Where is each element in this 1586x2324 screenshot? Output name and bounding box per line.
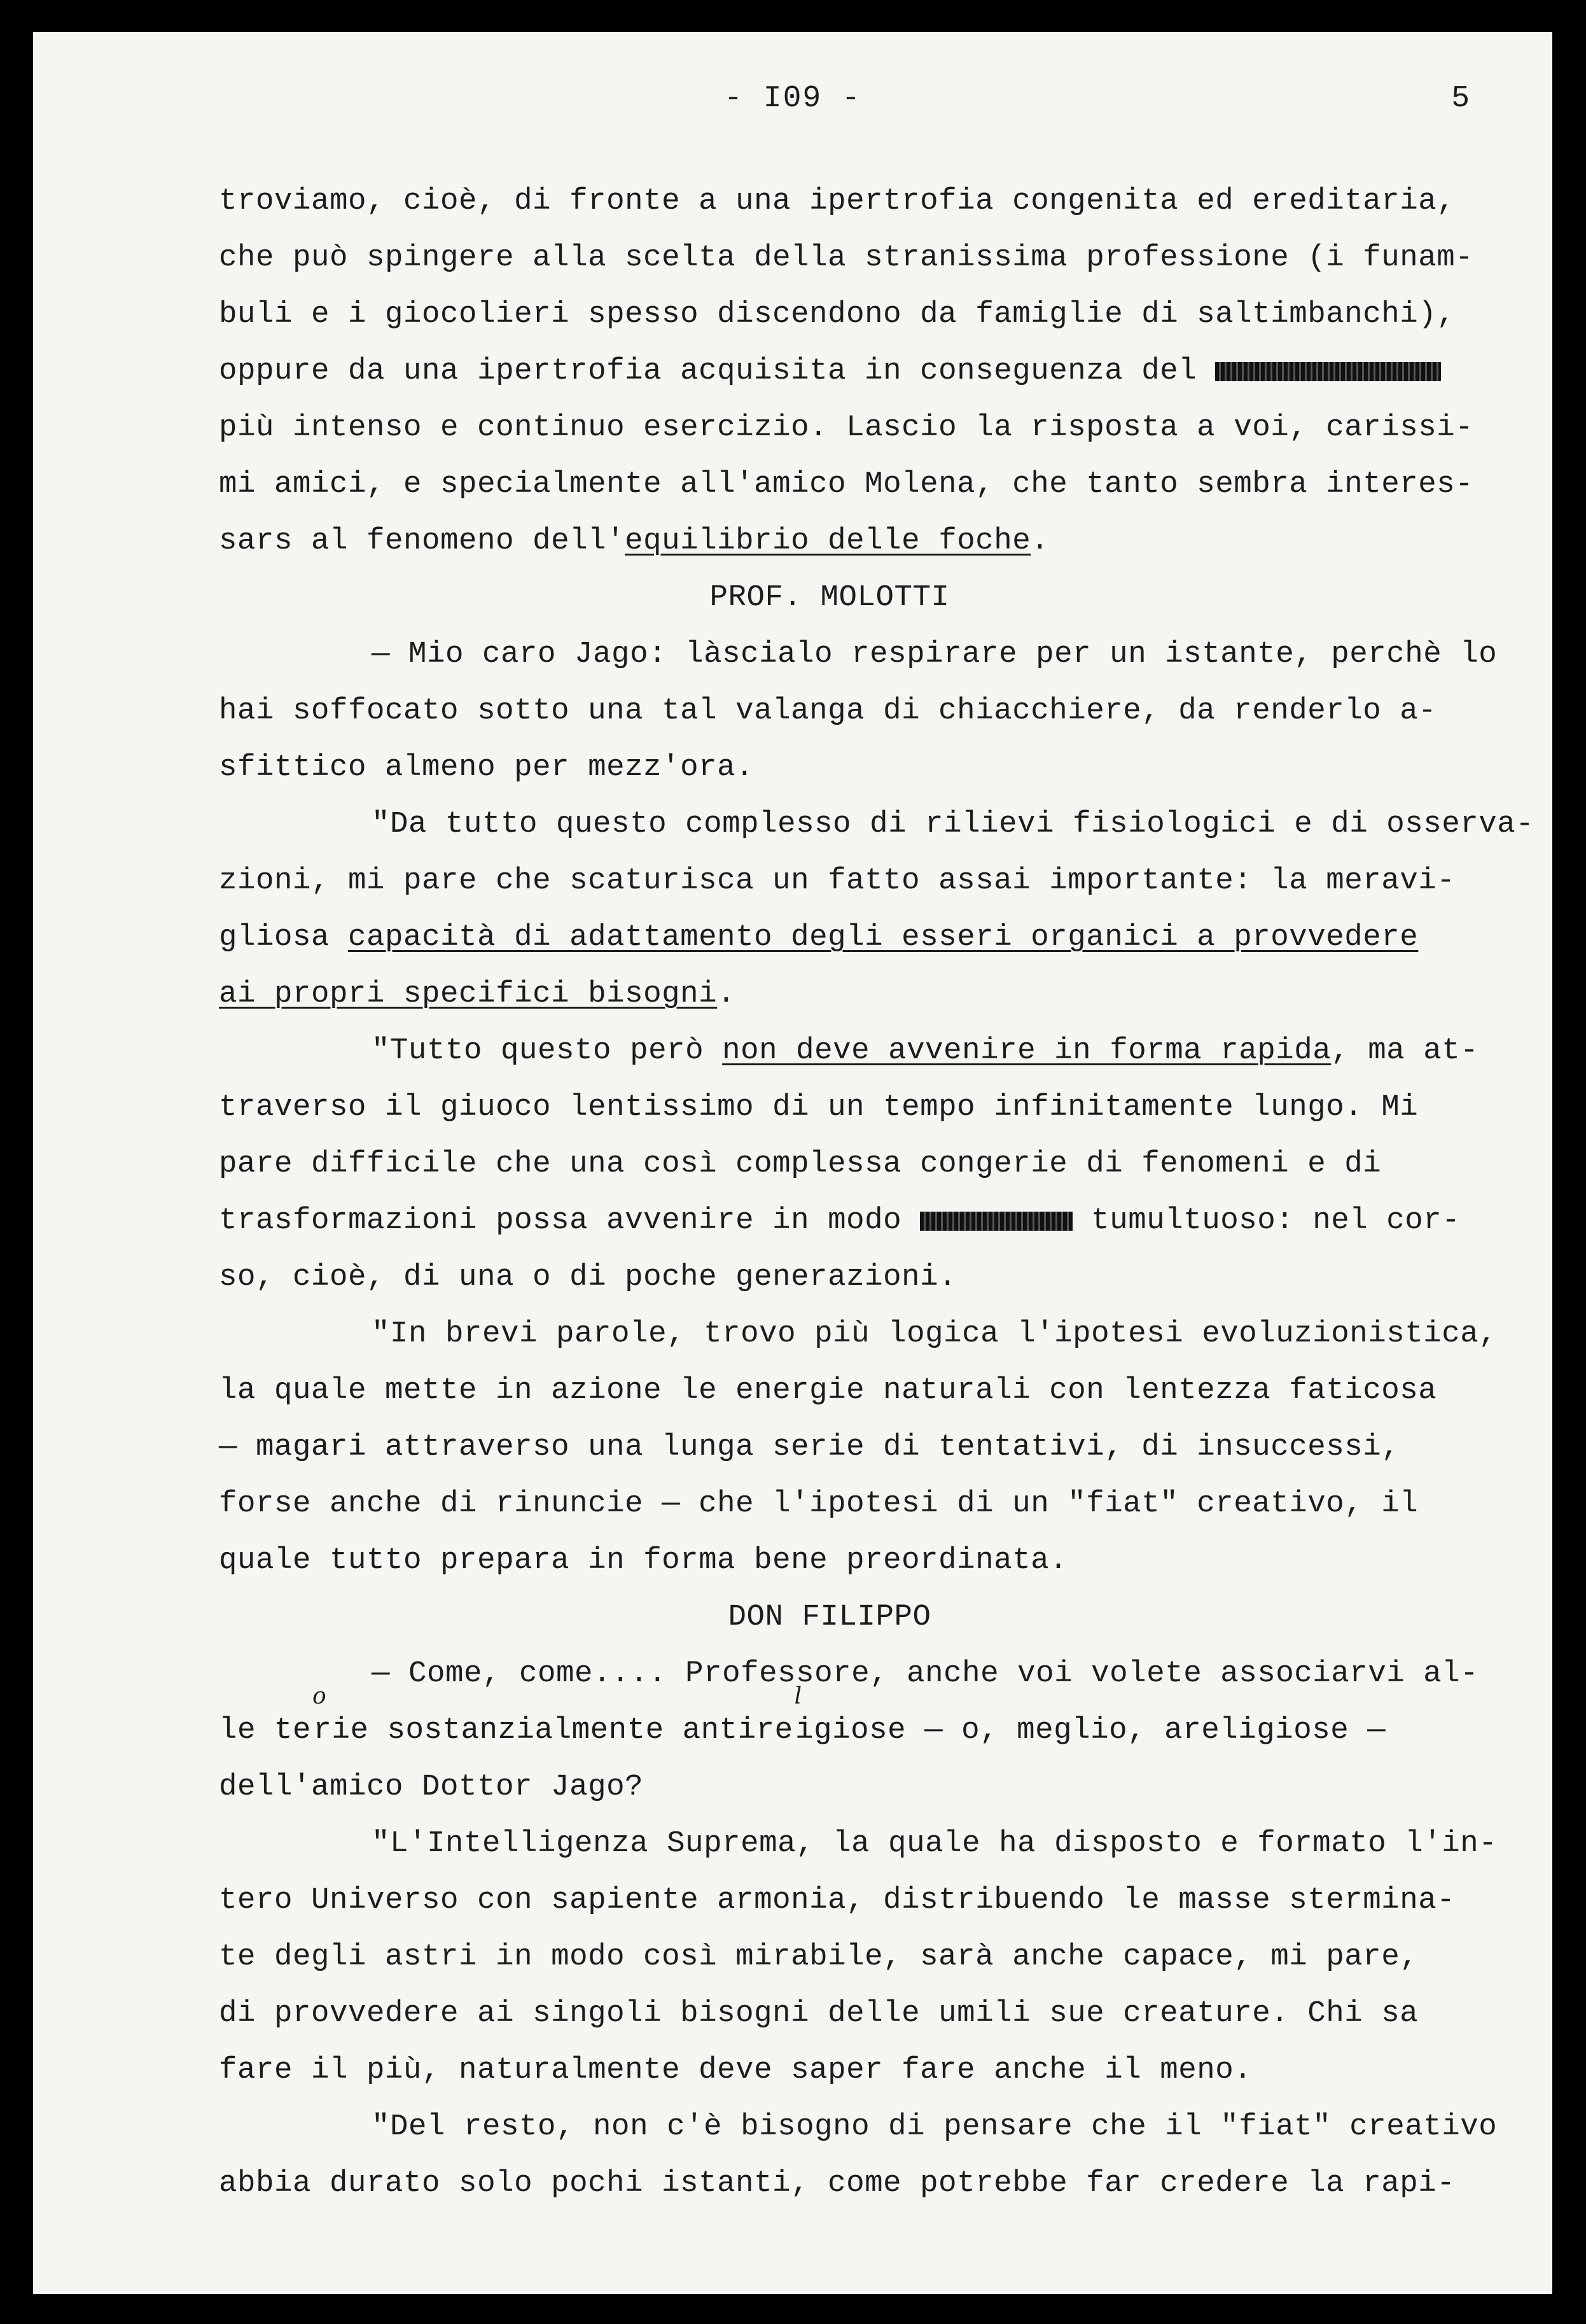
text-segment: trasformazioni possa avvenire in modo (219, 1203, 921, 1238)
text-segment: , ma at- (1331, 1033, 1479, 1068)
handwritten-correction (311, 1683, 327, 1759)
text-line: "Del resto, non c'è bisogno di pensare che il "fiat" creativo (372, 2110, 1498, 2144)
text-line: "L'Intelligenza Suprema, la quale ha disposto e formato l'in- (372, 1826, 1498, 1861)
text-line: te degli astri in modo così mirabile, sarà anche capace, mi pare, (219, 1940, 1419, 1974)
text-line (219, 1023, 1529, 1079)
text-line: troviamo, cioè, di fronte a una ipertrofia congenita ed ereditaria, (219, 184, 1456, 218)
text-line: pare difficile che una così complessa congerie di fenomeni e di (219, 1147, 1382, 1181)
underlined-phrase: equilibrio delle foche (625, 524, 1031, 558)
text-line: buli e i giocolieri spesso discendono da famiglie di saltimbanchi), (219, 297, 1456, 332)
text-line: più intenso e continuo esercizio. Lascio la risposta a voi, carissi- (219, 410, 1474, 445)
underlined-phrase: capacità di adattamento degli esseri organici a provvedere (348, 920, 1419, 955)
text-line: zioni, mi pare che scaturisca un fatto assai importante: la meravi- (219, 864, 1456, 898)
text-line (219, 343, 1529, 400)
text-line (219, 966, 1529, 1023)
text-segment: "Tutto questo però (372, 1033, 723, 1068)
text-line: — magari attraverso una lunga serie di tentativi, di insuccessi, (219, 1430, 1400, 1464)
struck-out-word (920, 1212, 1073, 1231)
text-line: — Come, come.... Professore, anche voi volete associarvi al- (372, 1656, 1479, 1691)
text-segment: tumultuoso: nel cor- (1073, 1203, 1461, 1238)
text-line: forse anche di rinuncie — che l'ipotesi di un "fiat" creativo, il (219, 1487, 1419, 1521)
text-line: di provvedere ai singoli bisogni delle umili sue creature. Chi sa (219, 1996, 1419, 2031)
text-line: dell'amico Dottor Jago? (219, 1770, 644, 1804)
text-line (219, 513, 1529, 570)
speaker-heading: DON FILIPPO (728, 1600, 931, 1634)
correction-mark: l (794, 1683, 802, 1709)
page-number: - I09 - (724, 81, 861, 116)
text-line: so, cioè, di una o di poche generazioni. (219, 1260, 957, 1294)
text-segment: . (717, 977, 736, 1011)
struck-out-word (1215, 362, 1441, 381)
text-line: — Mio caro Jago: làscialo respirare per un istante, perchè lo (372, 637, 1498, 671)
text-segment: le te (219, 1713, 312, 1747)
speaker-heading: PROF. MOLOTTI (709, 580, 950, 615)
text-segment: . (1031, 524, 1050, 558)
underlined-phrase: ai propri specifici bisogni (219, 977, 718, 1011)
text-segment: sars al fenomeno dell' (219, 524, 625, 558)
text-line: abbia durato solo pochi istanti, come potrebbe far credere la rapi- (219, 2166, 1456, 2201)
text-line: mi amici, e specialmente all'amico Molena, che tanto sembra interes- (219, 467, 1474, 501)
text-segment: gliosa (219, 920, 349, 955)
correction-mark: o (312, 1683, 327, 1709)
text-line: la quale mette in azione le energie naturali con lentezza faticosa (219, 1373, 1437, 1408)
body-text (219, 173, 1534, 2212)
document-page (33, 32, 1552, 2294)
handwritten-correction (793, 1683, 802, 1759)
text-line: tero Universo con sapiente armonia, distribuendo le masse stermina- (219, 1883, 1456, 1917)
text-line: fare il più, naturalmente deve saper fare anche il meno. (219, 2053, 1253, 2087)
text-line: sfittico almeno per mezz'ora. (219, 750, 755, 785)
text-line: hai soffocato sotto una tal valanga di chiacchiere, da renderlo a- (219, 694, 1437, 728)
text-line: traverso il giuoco lentissimo di un tempo infinitamente lungo. Mi (219, 1090, 1419, 1124)
text-line (219, 1193, 1529, 1249)
text-segment: oppure da una ipertrofia acquisita in conseguenza del (219, 354, 1216, 388)
text-line: "Da tutto questo complesso di rilievi fisiologici e di osserva- (372, 807, 1534, 841)
text-line: che può spingere alla scelta della stranissima professione (i funam- (219, 241, 1474, 275)
text-line (219, 909, 1529, 966)
text-line: quale tutto prepara in forma bene preordinata. (219, 1543, 1068, 1578)
text-segment: igiose — o, meglio, areligiose — (795, 1713, 1386, 1747)
sheet-number: 5 (1451, 81, 1470, 116)
underlined-phrase: non deve avvenire in forma rapida (722, 1033, 1332, 1068)
text-segment: rie sostanzialmente antire (313, 1713, 793, 1747)
text-line (219, 1683, 1529, 1759)
text-line: "In brevi parole, trovo più logica l'ipotesi evoluzionistica, (372, 1317, 1498, 1351)
